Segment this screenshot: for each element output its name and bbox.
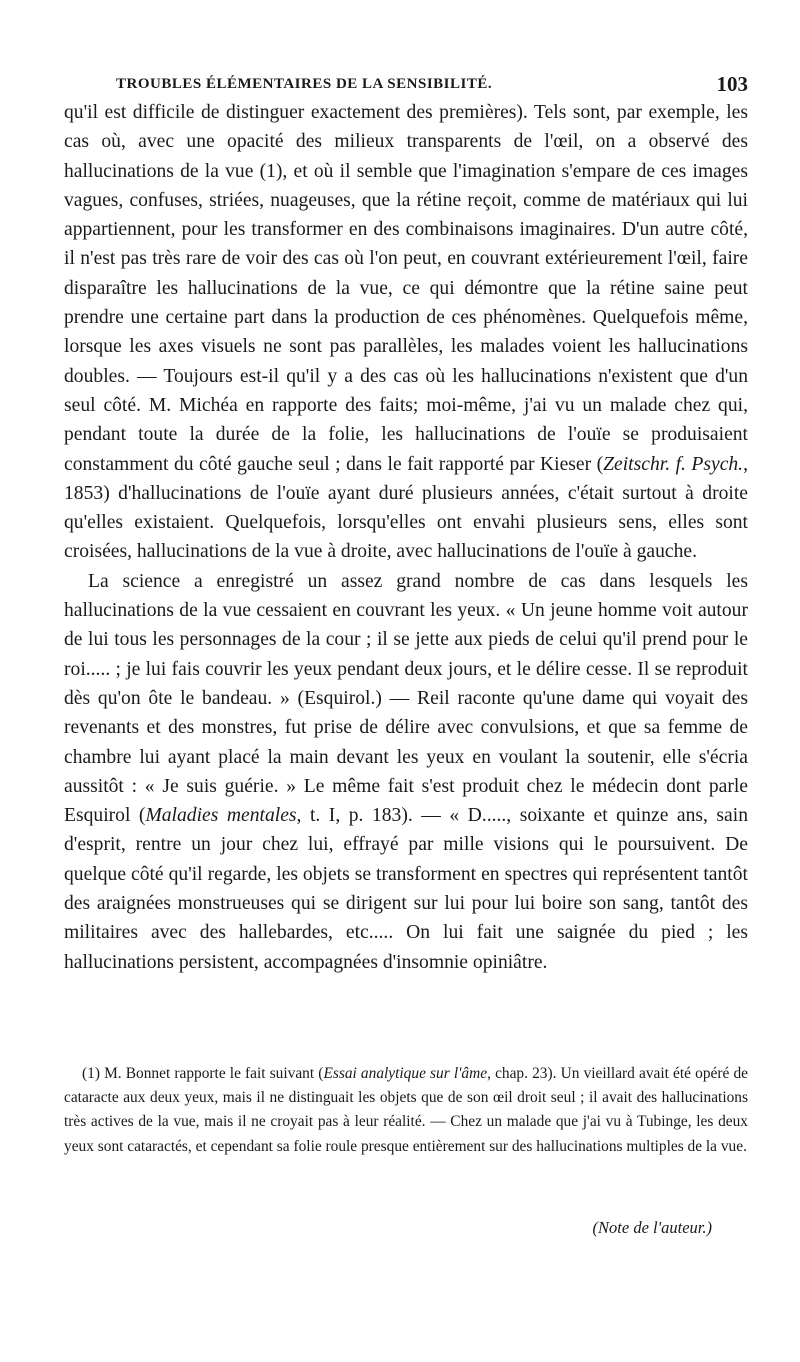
paragraph-1-text: qu'il est difficile de distinguer exactement des premières). Tels sont, par exemple, les cas où, avec une opacité des milieux transparents de l'œil, on a observé des hallucinations de la vue (1), et où il semble que l'imagination s'empare de ces images vagues, confuses, striées, nuageuses, que la rétine reçoit, comme de matériaux qui lui appartiennent, pour les transformer en des combinaisons imaginaires. D'un autre côté, il n'est pas très rare de voir des cas où l'on peut, en couvrant extérieurement l'œil, faire disparaître les hallucinations de la vue, ce qui démontre que la rétine saine peut prendre une certaine part dans la production de ces phénomènes. Quelquefois même, lorsque les axes visuels ne sont pas parallèles, les malades voient les hallucinations doubles. — Toujours est-il qu'il y a des cas où les hallucinations n'existent que d'un seul côté. M. Michéa en rapporte des faits; moi-même, j'ai vu un malade chez qui, pendant toute la durée de la folie, les hallucinations de l'ouïe se produisaient constamment du côté gauche seul ; dans le fait rapporté par Kieser [64, 102, 748, 475]
citation-essai-analytique: Essai analytique sur l'âme [323, 1065, 488, 1082]
paragraph-2 [64, 567, 748, 977]
citation-zeitschr: Zeitschr. f. Psych. [603, 453, 744, 475]
running-title: TROUBLES ÉLÉMENTAIRES DE LA SENSIBILITÉ. [116, 76, 493, 92]
citation-maladies-mentales: Maladies mentales [145, 805, 297, 827]
paragraph-2-text-cont: , t. I, p. 183). — « D....., soixante et quinze ans, sain d'esprit, rentre un jour chez lui, effrayé par mille visions qui le poursuivent. De quelque côté qu'il regarde, les objets se transforment en spectres qui représentent tantôt des araignées monstrueuses qui se dirigent sur lui pour lui boire son sang, tantôt des militaires avec des hallebardes, etc..... On lui fait une saignée du pied ; les hallucinations persistent, accompagnées d'insomnie opiniâtre. [64, 805, 748, 973]
footnote [64, 1062, 748, 1159]
paragraph-2-text: La science a enregistré un assez grand nombre de cas dans lesquels les hallucinations de la vue cessaient en couvrant les yeux. « Un jeune homme voit autour de lui tous les personnages de la cour ; il se jette aux pieds de celui qu'il prend pour le roi..... ; je lui fais couvrir les yeux pendant deux jours, et le délire cesse. Il se reproduit dès qu'on ôte le bandeau. » (Esquirol.) — Reil raconte qu'une dame qui voyait des revenants et des monstres, fut prise de délire avec convulsions, et que sa femme de chambre lui ayant placé la main devant les yeux en voulant la soutenir, elle s'écria aussitôt : « Je suis guérie. » Le même fait s'est produit chez le médecin dont parle Esquirol ( [64, 570, 748, 827]
footnote-lead: (1) M. Bonnet rapporte le fait suivant ( [82, 1065, 324, 1082]
footnote-rest: , chap. 23). Un vieillard avait été opéré de cataracte aux deux yeux, mais il ne distinguait les objets que de son œil droit seul ; il avait des hallucinations très actives de la vue, mais il ne croyait pas à leur réalité. — Chez un malade que j'ai vu à Tubinge, les deux yeux sont cataractés, et cependant sa folie roule presque entièrement sur des hallucinations multiples de la vue. [64, 1065, 748, 1155]
page-header [64, 72, 748, 100]
paragraph-1: qu'il est difficile de distinguer exactement des premières). Tels sont, par exemple, les cas où, avec une opacité des milieux transparents de l'œil, on a observé des hallucinations de la vue (1), et où il semble que l'imagination s'empare de ces images vagues, confuses, striées, nuageuses, que la rétine reçoit, comme de matériaux qui lui appartiennent, pour les transformer en des combinaisons imaginaires. D'un autre côté, il n'est pas très rare de voir des cas où l'on peut, en couvrant extérieurement l'œil, faire disparaître les hallucinations de la vue, ce qui démontre que la rétine saine peut prendre une certaine part dans la production de ces phénomènes. Quelquefois même, lorsque les axes visuels ne sont pas parallèles, les malades voient les hallucinations doubles. — Toujours est-il qu'il y a des cas où les hallucinations n'existent que d'un seul côté. M. Michéa en rapporte des faits; moi-même, j'ai vu un malade chez qui, pendant toute la durée de la folie, les hallucinations de l'ouïe se produisaient constamment du côté gauche seul ; dans le fait rapporté par Kieser (Zeitschr. f. Psych., 1853) d'hallucinations de l'ouïe ayant duré plusieurs années, c'était surtout à droite qu'elles existaient. Quelquefois, lorsqu'elles ont envahi plusieurs sens, elles sont croisées, hallucinations de la vue à droite, avec hallucinations de l'ouïe à gauche. [64, 102, 748, 563]
page-number: 103 [716, 72, 748, 96]
footnote-text [64, 1062, 748, 1159]
footnote-signature: (Note de l'auteur.) [592, 1218, 712, 1237]
paragraph-1-text-cont: , 1853) d'hallucinations de l'ouïe ayant duré plusieurs années, c'était surtout à droite qu'elles existaient. Quelquefois, lorsqu'elles ont envahi plusieurs sens, elles sont croisées, hallucinations de la vue à droite, avec hallucinations de l'ouïe à gauche. [64, 453, 748, 563]
main-text [64, 98, 748, 977]
